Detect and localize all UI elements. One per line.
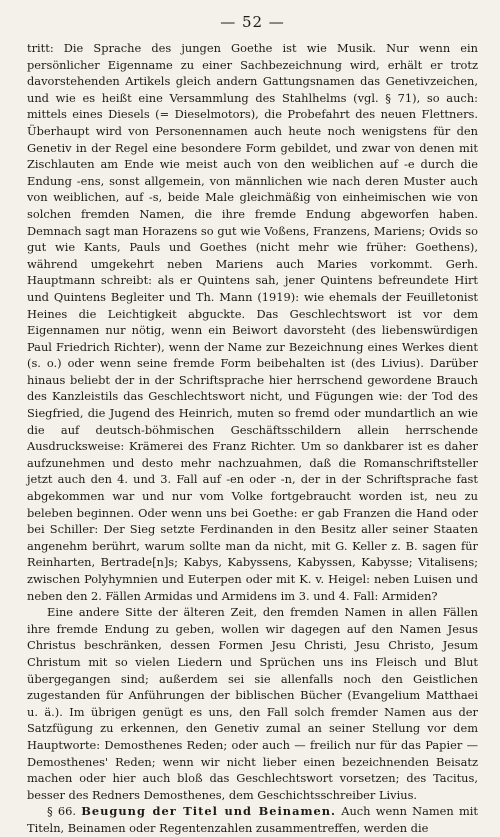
paragraph-2: Eine andere Sitte der älteren Zeit, den fremden Namen in allen Fällen ihre fremde Endung zu geben, wollen wir dagegen auf den Namen Jesus Christus beschränken, dessen Formen Jesu Christi, Jesu Christo, Jesum Christum mit so vielen Liedern und Sprüchen uns ins Fleisch und Blut übergegangen sind; außerdem sei sie allenfalls noch den Geistlichen zugestanden für Anführungen der biblischen Bücher (Evangelium Matthaei u. ä.). Im übrigen genügt es uns, den Fall solch fremder Namen aus der Satzfügung zu erkennen, den Genetiv zumal an seiner Stellung vor dem Hauptworte: Demosthenes Reden; oder auch — freilich nur für das Papier — Demosthenes' Reden; wenn wir nicht lieber einen bezeichnenden Beisatz machen oder hier auch bloß das Geschlechtswort vorsetzen; des Tacitus, besser des Redners Demosthenes, dem Geschichtsschreiber Livius. <box>27 605 478 802</box>
section-paragraph <box>27 803 478 836</box>
paragraph-1: tritt: Die Sprache des jungen Goethe ist wie Musik. Nur wenn ein persönlicher Eigenname zu einer Sachbezeichnung wird, erhält er trotz davorstehenden Artikels gleich andern Gattungsnamen das Genetivzeichen, und wie es heißt eine Versammlung des Stahlhelms (vgl. § 71), so auch: mittels eines Diesels (= Dieselmotors), die Probefahrt des neuen Flettners. Überhaupt wird von Personennamen auch heute noch wenigstens für den Genetiv in der Regel eine besondere Form gebildet, und zwar von denen mit Zischlauten am Ende wie meist auch von den weiblichen auf -e durch die Endung -ens, sonst allgemein, von männlichen wie nach deren Muster auch von weiblichen, auf -s, beide Male gleichmäßig von einheimischen wie von solchen fremden Namen, die ihre fremde Endung abgeworfen haben. Demnach sagt man Horazens so gut wie Voßens, Franzens, Mariens; Ovids so gut wie Kants, Pauls und Goethes (nicht mehr wie früher: Goethens), während umgekehrt neben Mariens auch Maries vorkommt. Gerh. Hauptmann schreibt: als er Quintens sah, jener Quintens befreundete Hirt und Quintens Begleiter und Th. Mann (1919): wie ehemals der Feuilletonist Heines die Leichtigkeit abguckte. Das Geschlechtswort ist vor dem Eigennamen nur nötig, wenn ein Beiwort davorsteht (des liebenswürdigen Paul Friedrich Richter), wenn der Name zur Bezeichnung eines Werkes dient (s. o.) oder wenn seine fremde Form beibehalten ist (des Livius). Darüber hinaus beliebt der in der Schriftsprache hier herrschend gewordene Brauch des Kanzleistils das Geschlechtswort nicht, und Fügungen wie: der Tod des Siegfried, die Jugend des Heinrich, muten so fremd oder mundartlich an wie die auf deutsch-böhmischen Geschäftsschildern allein herrschende Ausdrucksweise: Krämerei des Franz Richter. Um so dankbarer ist es daher aufzunehmen und desto mehr nachzuahmen, daß die Romanschriftsteller jetzt auch den 4. und 3. Fall auf -en oder -n, der in der Schriftsprache fast abgekommen war und nur vom Volke fortgebraucht worden ist, neu zu beleben beginnen. Oder wenn uns bei Goethe: er gab Franzen die Hand oder bei Schiller: Der Sieg setzte Ferdinanden in den Besitz aller seiner Staaten angenehm berührt, warum sollte man da nicht, mit G. Keller z. B. sagen für Reinharten, Bertrade[n]s; Kabys, Kabyssens, Kabyssen, Kabysse; Vitalisens; zwischen Polyhymnien und Euterpen oder mit K. v. Heigel: neben Luisen und neben den 2. Fällen Armidas und Armidens im 3. und 4. Fall: Armiden? <box>27 41 478 603</box>
section-title: Beugung der Titel und Beinamen. <box>81 804 336 819</box>
page-number: — 52 — <box>220 13 285 31</box>
section-number: § 66. <box>47 804 77 819</box>
section-text: Auch wenn Namen mit Titeln, Beinamen oder Regentenzahlen zusammentreffen, werden die <box>27 804 479 835</box>
